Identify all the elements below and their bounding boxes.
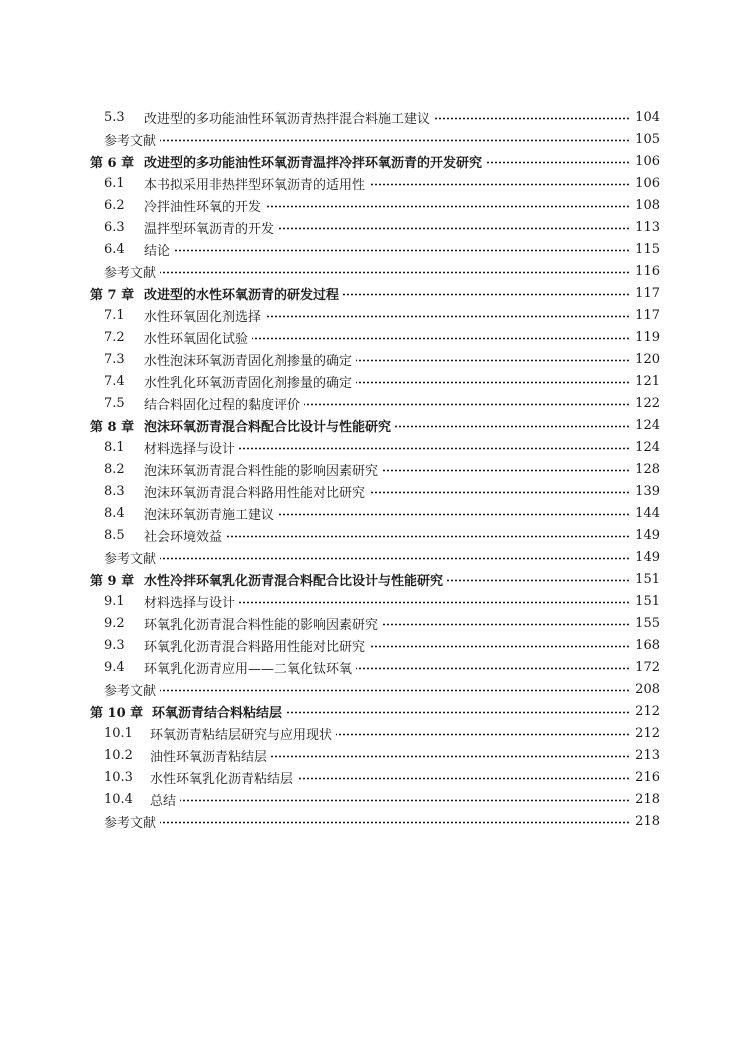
dot-leader: [382, 469, 630, 472]
toc-section-entry: [90, 458, 660, 480]
dot-leader: [226, 535, 630, 538]
section-title: 泡沫环氧沥青混合料路用性能对比研究: [144, 485, 366, 501]
dot-leader: [174, 249, 630, 252]
section-title: 水性乳化环氧沥青固化剂掺量的确定: [144, 375, 353, 391]
page-number: 149: [635, 527, 660, 543]
dot-leader: [265, 205, 630, 208]
section-title: 总结: [150, 793, 177, 809]
chapter-number: 第 10 章: [90, 705, 144, 721]
section-number: 7.2: [104, 329, 125, 345]
dot-leader: [395, 425, 630, 428]
dot-leader: [239, 447, 630, 450]
page-number: 208: [635, 681, 660, 697]
dot-leader: [286, 711, 630, 714]
section-title: 环氧乳化沥青应用——二氧化钛环氧: [144, 661, 353, 677]
page-number: 172: [635, 659, 660, 675]
section-number: 5.3: [104, 109, 125, 125]
page-number: 106: [635, 175, 660, 191]
dot-leader: [297, 777, 630, 780]
page-number: 106: [635, 153, 660, 169]
section-number: 10.1: [104, 725, 133, 741]
page-number: 128: [635, 461, 660, 477]
dot-leader: [278, 227, 630, 230]
toc-section-entry: [90, 612, 660, 634]
page-number: 151: [635, 571, 660, 587]
section-title: 环氧乳化沥青混合料路用性能对比研究: [144, 639, 366, 655]
references-label: 参考文献: [104, 683, 157, 699]
toc-section-entry: [90, 766, 660, 788]
page-number: 168: [635, 637, 660, 653]
dot-leader: [343, 293, 630, 296]
page-number: 122: [635, 395, 660, 411]
dot-leader: [336, 733, 630, 736]
toc-section-entry: [90, 590, 660, 612]
toc-section-entry: [90, 436, 660, 458]
section-number: 6.1: [104, 175, 125, 191]
page-number: 151: [635, 593, 660, 609]
section-title: 水性泡沫环氧沥青固化剂掺量的确定: [144, 353, 353, 369]
toc-chapter-entry: [90, 568, 660, 590]
references-label: 参考文献: [104, 815, 157, 831]
toc-section-entry: [90, 634, 660, 656]
toc-section-entry: [90, 744, 660, 766]
section-number: 6.3: [104, 219, 125, 235]
chapter-title: 环氧沥青结合料粘结层: [152, 705, 283, 721]
table-of-contents: [90, 106, 660, 832]
section-title: 温拌型环氧沥青的开发: [144, 221, 275, 237]
toc-section-entry: [90, 348, 660, 370]
chapter-number: 第 7 章: [90, 287, 135, 303]
toc-chapter-entry: [90, 700, 660, 722]
page-number: 213: [635, 747, 660, 763]
dot-leader: [180, 799, 630, 802]
references-label: 参考文献: [104, 133, 157, 149]
page-number: 218: [635, 791, 660, 807]
section-title: 水性环氧固化试验: [144, 331, 249, 347]
page-number: 104: [635, 109, 660, 125]
section-number: 7.4: [104, 373, 125, 389]
chapter-title: 水性冷拌环氧乳化沥青混合料配合比设计与性能研究: [144, 573, 444, 589]
dot-leader: [382, 623, 630, 626]
dot-leader: [356, 381, 630, 384]
section-title: 本书拟采用非热拌型环氧沥青的适用性: [144, 177, 366, 193]
section-title: 材料选择与设计: [144, 595, 236, 611]
page-number: 113: [635, 219, 660, 235]
section-title: 水性环氧乳化沥青粘结层: [150, 771, 294, 787]
dot-leader: [160, 689, 630, 692]
section-title: 结合料固化过程的黏度评价: [144, 397, 301, 413]
dot-leader: [239, 601, 630, 604]
page-number: 116: [635, 263, 660, 279]
page-number: 120: [635, 351, 660, 367]
section-number: 7.5: [104, 395, 125, 411]
toc-references-entry: [90, 128, 660, 150]
page-number: 124: [635, 439, 660, 455]
toc-chapter-entry: [90, 414, 660, 436]
toc-references-entry: [90, 678, 660, 700]
section-number: 7.1: [104, 307, 125, 323]
page-number: 105: [635, 131, 660, 147]
toc-references-entry: [90, 260, 660, 282]
dot-leader: [356, 359, 630, 362]
dot-leader: [265, 315, 630, 318]
chapter-title: 改进型的多功能油性环氧沥青温拌冷拌环氧沥青的开发研究: [144, 155, 483, 171]
dot-leader: [252, 337, 630, 340]
section-number: 8.4: [104, 505, 125, 521]
toc-references-entry: [90, 810, 660, 832]
section-number: 8.5: [104, 527, 125, 543]
chapter-number: 第 6 章: [90, 155, 135, 171]
page-number: 115: [635, 241, 660, 257]
toc-section-entry: [90, 106, 660, 128]
dot-leader: [271, 755, 630, 758]
page-number: 155: [635, 615, 660, 631]
chapter-title: 泡沫环氧沥青混合料配合比设计与性能研究: [144, 419, 392, 435]
page-number: 117: [635, 285, 660, 301]
toc-section-entry: [90, 788, 660, 810]
section-number: 10.4: [104, 791, 133, 807]
section-number: 9.2: [104, 615, 125, 631]
dot-leader: [160, 821, 630, 824]
toc-section-entry: [90, 392, 660, 414]
page-number: 117: [635, 307, 660, 323]
toc-section-entry: [90, 326, 660, 348]
page-number: 108: [635, 197, 660, 213]
section-number: 7.3: [104, 351, 125, 367]
references-label: 参考文献: [104, 551, 157, 567]
section-title: 油性环氧沥青粘结层: [150, 749, 268, 765]
section-number: 8.1: [104, 439, 125, 455]
references-label: 参考文献: [104, 265, 157, 281]
page-number: 124: [635, 417, 660, 433]
toc-chapter-entry: [90, 150, 660, 172]
toc-section-entry: [90, 502, 660, 524]
dot-leader: [278, 513, 630, 516]
section-title: 社会环境效益: [144, 529, 223, 545]
section-title: 改进型的多功能油性环氧沥青热拌混合料施工建议: [144, 111, 431, 127]
dot-leader: [486, 161, 630, 164]
section-title: 环氧沥青粘结层研究与应用现状: [150, 727, 333, 743]
toc-section-entry: [90, 216, 660, 238]
toc-section-entry: [90, 524, 660, 546]
dot-leader: [369, 645, 630, 648]
section-title: 材料选择与设计: [144, 441, 236, 457]
dot-leader: [369, 491, 630, 494]
page-number: 212: [635, 725, 660, 741]
dot-leader: [160, 271, 630, 274]
page-number: 119: [635, 329, 660, 345]
toc-section-entry: [90, 656, 660, 678]
section-number: 10.3: [104, 769, 133, 785]
page-number: 139: [635, 483, 660, 499]
dot-leader: [369, 183, 630, 186]
toc-section-entry: [90, 304, 660, 326]
page-number: 149: [635, 549, 660, 565]
section-title: 结论: [144, 243, 171, 259]
dot-leader: [160, 557, 630, 560]
toc-references-entry: [90, 546, 660, 568]
section-number: 6.4: [104, 241, 125, 257]
toc-chapter-entry: [90, 282, 660, 304]
toc-section-entry: [90, 370, 660, 392]
toc-section-entry: [90, 480, 660, 502]
section-number: 9.4: [104, 659, 125, 675]
dot-leader: [356, 667, 630, 670]
page-number: 144: [635, 505, 660, 521]
toc-section-entry: [90, 238, 660, 260]
section-title: 冷拌油性环氧的开发: [144, 199, 262, 215]
section-title: 水性环氧固化剂选择: [144, 309, 262, 325]
dot-leader: [304, 403, 630, 406]
chapter-number: 第 9 章: [90, 573, 135, 589]
section-title: 环氧乳化沥青混合料性能的影响因素研究: [144, 617, 379, 633]
chapter-title: 改进型的水性环氧沥青的研发过程: [144, 287, 340, 303]
section-title: 泡沫环氧沥青混合料性能的影响因素研究: [144, 463, 379, 479]
toc-section-entry: [90, 172, 660, 194]
chapter-number: 第 8 章: [90, 419, 135, 435]
page-number: 216: [635, 769, 660, 785]
section-number: 8.2: [104, 461, 125, 477]
section-number: 6.2: [104, 197, 125, 213]
section-title: 泡沫环氧沥青施工建议: [144, 507, 275, 523]
page-number: 212: [635, 703, 660, 719]
section-number: 9.3: [104, 637, 125, 653]
toc-section-entry: [90, 722, 660, 744]
dot-leader: [434, 117, 630, 120]
toc-section-entry: [90, 194, 660, 216]
page-number: 121: [635, 373, 660, 389]
section-number: 8.3: [104, 483, 125, 499]
dot-leader: [160, 139, 630, 142]
page-number: 218: [635, 813, 660, 829]
section-number: 9.1: [104, 593, 125, 609]
dot-leader: [447, 579, 630, 582]
section-number: 10.2: [104, 747, 133, 763]
